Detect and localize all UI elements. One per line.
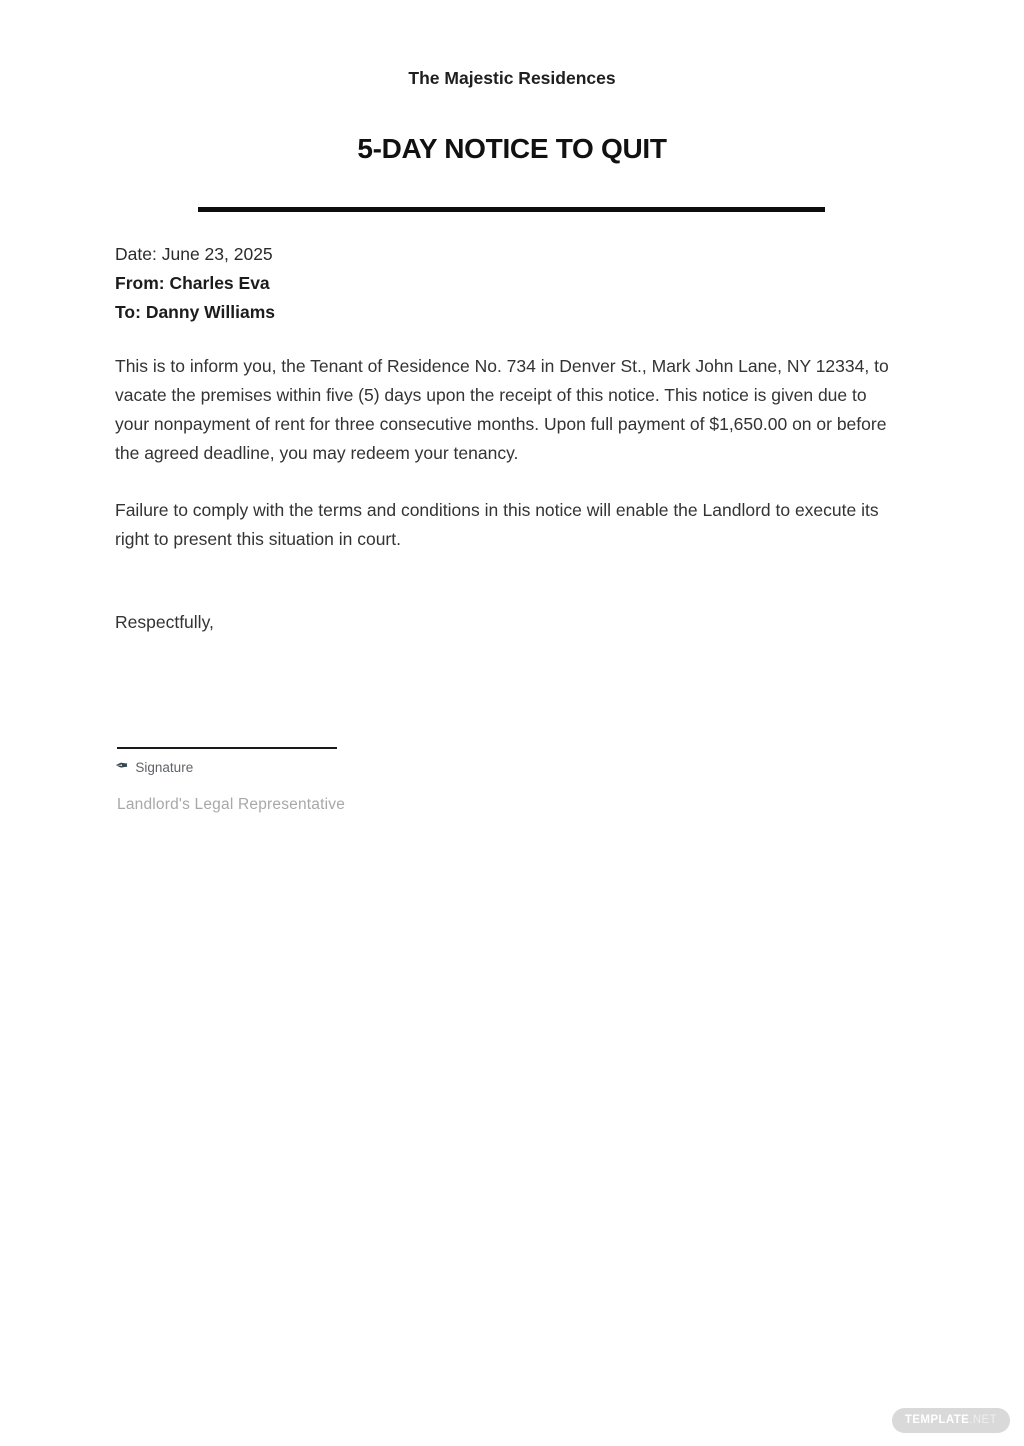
date-colon: : <box>151 244 157 264</box>
document-title: 5-DAY NOTICE TO QUIT <box>357 133 667 164</box>
from-colon: : <box>158 273 165 293</box>
date-label: Date <box>115 244 152 264</box>
to-label: To <box>115 302 136 322</box>
signature-line <box>117 747 337 749</box>
signature-field-label: Signature <box>135 759 194 775</box>
from-line <box>115 269 275 298</box>
to-value: Danny Williams <box>145 302 275 322</box>
letter-meta-block <box>115 240 275 327</box>
company-name: The Majestic Residences <box>408 68 616 88</box>
from-value: Charles Eva <box>169 273 270 293</box>
to-colon: : <box>135 302 141 322</box>
watermark-tld-text: .NET <box>969 1414 997 1426</box>
date-value: June 23, 2025 <box>161 244 273 264</box>
title-divider-rule <box>198 207 825 212</box>
body-paragraph-1: This is to inform you, the Tenant of Residence No. 734 in Denver St., Mark John Lane, NY 12334, to vacate the premises within five (5) days upon the receipt of this notice. This notice is given due to your nonpayment of rent for three consecutive months. Upon full payment of $1,650.00 on or before the agreed deadline, you may redeem your tenancy. <box>115 356 889 463</box>
template-net-watermark <box>892 1408 1010 1433</box>
body-paragraph-2: Failure to comply with the terms and conditions in this notice will enable the Landlord to execute its right to present this situation in court. <box>115 500 879 549</box>
date-line <box>115 240 275 269</box>
watermark-brand-text: TEMPLATE <box>904 1414 970 1426</box>
signer-role-placeholder[interactable]: Landlord's Legal Representative <box>117 796 346 813</box>
signature-field[interactable] <box>115 759 193 775</box>
closing-salutation: Respectfully, <box>115 612 214 632</box>
pen-nib-icon: ✒ <box>115 758 129 775</box>
to-line <box>115 298 275 327</box>
from-label: From <box>115 273 159 293</box>
